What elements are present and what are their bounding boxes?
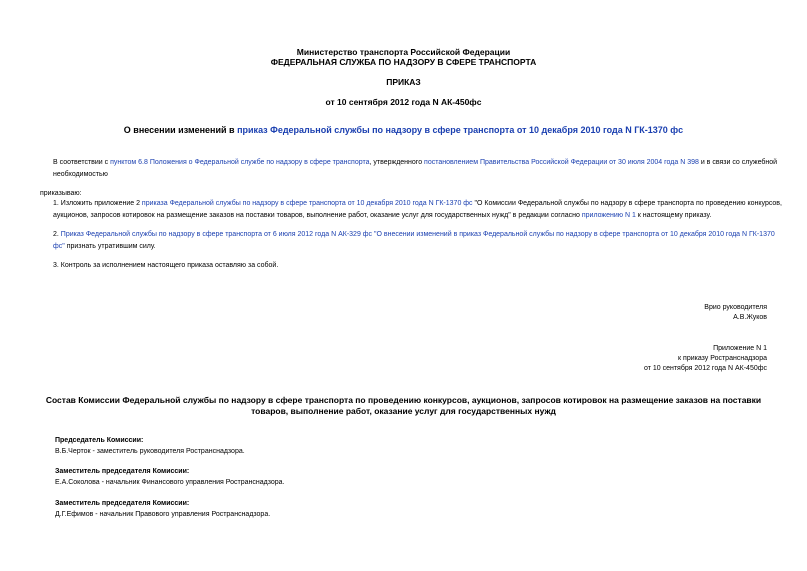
preamble xyxy=(40,157,785,180)
item-1-link-appendix[interactable]: приложению N 1 xyxy=(581,211,636,219)
item-1 xyxy=(40,198,785,221)
member-role: Заместитель председателя Комиссии: xyxy=(55,500,190,507)
order-word: приказываю: xyxy=(40,190,82,197)
preamble-text-3: и в связи со служебной необходимостью xyxy=(53,159,778,178)
preamble-text-2: , утвержденного xyxy=(369,159,425,166)
member-person: Е.А.Соколова - начальник Финансового управления Ространснадзора. xyxy=(55,479,285,486)
item-1-text-3: к настоящему приказу. xyxy=(635,211,712,219)
signature-name: А.В.Жуков xyxy=(733,314,767,321)
item-3: 3. Контроль за исполнением настоящего приказа оставляю за собой. xyxy=(53,262,279,269)
appendix-line-3: от 10 сентября 2012 года N АК-450фс xyxy=(643,365,767,372)
item-1-text-2: "О Комиссии Федеральной службы по надзору в сфере транспорта по проведению конкурсов, аукционов, запросов котировок на размещение заказов на поставки товаров, выполнение работ, оказание услуг для государственных нужд" в редакции согласно xyxy=(53,200,782,219)
service-name: ФЕДЕРАЛЬНАЯ СЛУЖБА ПО НАДЗОРУ В СФЕРЕ ТРАНСПОРТА xyxy=(270,57,537,67)
signature-position: Врио руководителя xyxy=(704,304,767,311)
preamble-link-decree[interactable]: постановлением Правительства Российской Федерации от 30 июля 2004 года N 398 xyxy=(424,159,699,166)
member-role: Заместитель председателя Комиссии: xyxy=(55,468,190,475)
item-2 xyxy=(40,229,785,252)
appendix-line-1: Приложение N 1 xyxy=(713,345,767,352)
preamble-text-1: В соответствии с xyxy=(53,159,111,166)
member-role: Председатель Комиссии: xyxy=(55,437,144,444)
document-title xyxy=(0,125,807,137)
item-2-text-1: 2. xyxy=(53,231,61,238)
member-person: В.Б.Черток - заместитель руководителя Ространснадзора. xyxy=(55,448,245,455)
ministry-name: Министерство транспорта Российской Федерации xyxy=(296,47,511,57)
member-person: Д.Г.Ефимов - начальник Правового управления Ространснадзора. xyxy=(55,511,271,518)
title-prefix: О внесении изменений в xyxy=(123,125,238,135)
title-link[interactable]: приказ Федеральной службы по надзору в сфере транспорта от 10 декабря 2010 года N ГК-1370 фс xyxy=(237,125,684,135)
preamble-link-regulation[interactable]: пунктом 6.8 Положения о Федеральной службе по надзору в сфере транспорта xyxy=(110,159,370,166)
item-2-text-2: признать утратившим силу. xyxy=(64,242,156,250)
doc-type: ПРИКАЗ xyxy=(386,77,421,87)
item-2-link-order[interactable]: Приказ Федеральной службы по надзору в сфере транспорта от 6 июля 2012 года N АК-329 фс "О внесении изменений в приказ Федеральной службы по надзору в сфере транспорта от 10 декабря 2010 года N ГК-1370 фс" xyxy=(53,231,775,250)
composition-title: Состав Комиссии Федеральной службы по надзору в сфере транспорта по проведению конкурсов, аукционов, запросов котировок на размещение заказов на поставки товаров, выполнение работ, оказание услуг для государственных нужд xyxy=(45,395,762,416)
appendix-line-2: к приказу Ространснадзора xyxy=(678,355,767,362)
item-1-text-1: 1. Изложить приложение 2 xyxy=(53,200,142,207)
item-1-link-order[interactable]: приказа Федеральной службы по надзору в сфере транспорта от 10 декабря 2010 года N ГК-1370 фс xyxy=(141,200,473,207)
doc-date-number: от 10 сентября 2012 года N АК-450фс xyxy=(325,97,482,107)
